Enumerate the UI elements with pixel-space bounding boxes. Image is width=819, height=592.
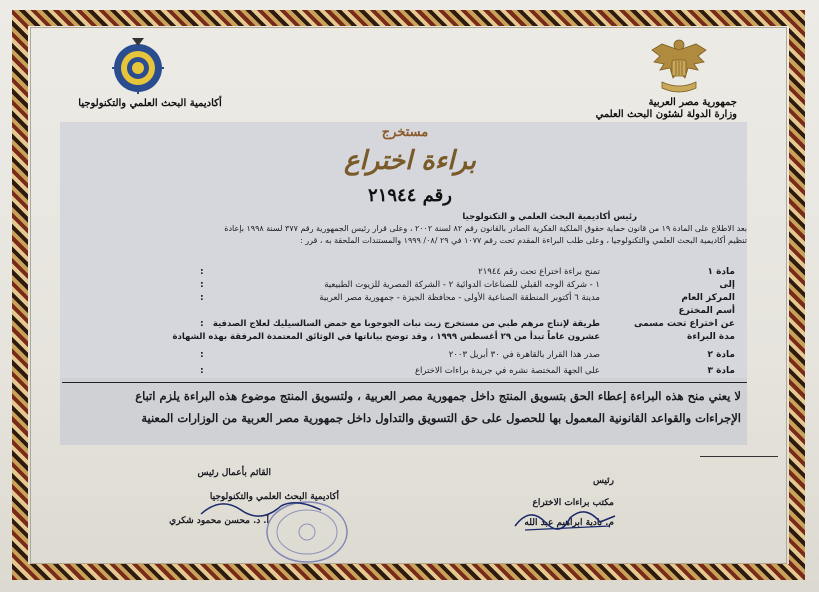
preamble-line-1: رئيس أكاديمية البحث العلمي و التكنولوجيا xyxy=(462,212,637,222)
address-label: المركز العام xyxy=(681,293,735,303)
egypt-eagle-emblem-icon xyxy=(648,36,710,96)
invention-label: عن اختراع تحت مسمى xyxy=(634,319,735,329)
preamble-line-2: بعد الاطلاع على المادة ١٩ من قانون حماية حقوق الملكية الفكرية الصادر بالقانون رقم ٨٢ لسنة ٢٠٠٢ ، وعلى قرار رئيس الجمهورية رقم ٣٧٧ لسنة ١٩٩٨ بإعادة xyxy=(224,224,747,233)
article-2-label: مادة ٢ xyxy=(707,350,735,360)
notice-line-2: الإجراءات والقواعد القانونية المعمول بها للحصول على حق التسويق والتداول داخل جمهورية مصر العربية من الوزارات المعنية xyxy=(141,411,741,425)
to-label: إلى xyxy=(719,280,735,290)
duration-text: عشرون عاماً تبدأ من ٢٩ أغسطس ١٩٩٩ ، وقد توضح بياناتها في الوثائق المعتمدة المرفقة بهذه الشهادة xyxy=(172,332,600,342)
preamble-line-3: تنظيم أكاديمية البحث العلمي والتكنولوجيا ، وعلى طلب البراءة المقدم تحت رقم ١٠٧٧ في ٢٩ /٠٨/ ١٩٩٩ والمستندات الملحقة به ، قرر : xyxy=(300,236,747,245)
address-text: مدينة ٦ أكتوبر المنطقة الصناعية الأولى - محافظة الجيزة - جمهورية مصر العربية xyxy=(319,293,600,303)
right-signatory-name: م. نادية ابراهيم عبد الله xyxy=(524,518,614,528)
left-signatory-org: أكاديمية البحث العلمي والتكنولوجيا xyxy=(209,492,339,502)
document-title: براءة اختراع xyxy=(344,146,476,176)
certificate-page: جمهورية مصر العربية وزارة الدولة لشئون البحث العلمي أكاديمية البحث العلمي والتكنولوجيا مستخرج براءة اختراع رقم ٢١٩٤٤ رئيس أكاديمية البحث العلمي و التكنولوجيا بعد الاطلاع على المادة ١٩ من قانون حماية حقوق الملكية الفكرية الصادر بالقانون رقم ٨٢ لسنة ٢٠٠٢ ، وعلى قرار رئيس الجمهورية رقم ٣٧٧ لسنة ١٩٩٨ بإعادة تنظيم أكاديمية البحث العلمي والتكنولوجيا ، وعلى طلب البراءة المقدم تحت رقم ١٠٧٧ في ٢٩ /٠٨/ ١٩٩٩ والمستندات الملحقة به ، قرر : مادة ١ إلى المركز العام أسم المخترع عن اختراع تحت مسمى مدة البراءة مادة ٢ مادة ٣ : : : : : : تمنح براءة اختراع تحت رقم ٢١٩٤٤ ١ - شركة الوجه القبلي للصناعات الدوائية ٢ - الشركة المصرية للزيوت الطبيعية مدينة ٦ أكتوبر المنطقة الصناعية الأولى - محافظة الجيزة - جمهورية مصر العربية طريقة لإنتاج مرهم طبي من مستخرج زيت نبات الجوجوبا مع حمض السالسيليك لعلاج الصدفية عشرون عاماً تبدأ من ٢٩ أغسطس ١٩٩٩ ، وقد توضح بياناتها في الوثائق المعتمدة المرفقة بهذه الشهادة صدر هذا القرار بالقاهرة في ٣٠ أبريل ٢٠٠٣ على الجهة المختصة نشره في جريدة براءات الاختراع لا يعني منح هذه البراءة إعطاء الحق بتسويق المنتج داخل جمهورية مصر العربية ، ولتسويق المنتج موضوع هذه البراءة يلزم اتباع الإجراءات والقواعد القانونية المعمول بها للحصول على حق التسويق والتداول داخل جمهورية مصر العربية من الوزارات المعنية رئيس مكتب براءات الاختراع م. نادية ابراهيم عبد الله القائم بأعمال رئيس أكاديمية البحث العلمي والتكنولوجيا أ. د. محسن محمود شكري xyxy=(0,0,819,592)
right-signatory-title: رئيس xyxy=(592,476,614,486)
article-3-label: مادة ٣ xyxy=(707,366,735,376)
article-3-text: على الجهة المختصة نشره في جريدة براءات الاختراع xyxy=(414,366,600,376)
academy-emblem-icon xyxy=(108,34,168,94)
notice-line-1: لا يعني منح هذه البراءة إعطاء الحق بتسويق المنتج داخل جمهورية مصر العربية ، ولتسويق المنتج موضوع هذه البراءة يلزم اتباع xyxy=(135,389,741,403)
article-1-label: مادة ١ xyxy=(707,267,735,277)
copy-label: مستخرج xyxy=(381,125,429,140)
article-1-text: تمنح براءة اختراع تحت رقم ٢١٩٤٤ xyxy=(478,267,600,277)
right-signatory-office: مكتب براءات الاختراع xyxy=(532,498,614,508)
notice-divider xyxy=(62,382,747,383)
patent-number: رقم ٢١٩٤٤ xyxy=(368,185,452,206)
article-2-text: صدر هذا القرار بالقاهرة في ٣٠ أبريل ٢٠٠٣ xyxy=(448,350,600,360)
left-signature-icon xyxy=(196,492,326,524)
ministry-name: وزارة الدولة لشئون البحث العلمي xyxy=(595,109,737,120)
ministry-header xyxy=(537,97,737,121)
invention-title-text: طريقة لإنتاج مرهم طبي من مستخرج زيت نبات الجوجوبا مع حمض السالسيليك لعلاج الصدفية xyxy=(212,319,600,329)
grantees-text: ١ - شركة الوجه القبلي للصناعات الدوائية ٢ - الشركة المصرية للزيوت الطبيعية xyxy=(324,280,600,290)
left-signatory-title: القائم بأعمال رئيس xyxy=(197,468,271,478)
duration-label: مدة البراءة xyxy=(687,332,735,342)
left-signatory-name: أ. د. محسن محمود شكري xyxy=(169,516,269,526)
right-signature-icon xyxy=(510,496,620,536)
country-name: جمهورية مصر العربية xyxy=(648,97,737,108)
academy-header: أكاديمية البحث العلمي والتكنولوجيا xyxy=(78,98,222,109)
inventor-label: أسم المخترع xyxy=(678,306,735,316)
